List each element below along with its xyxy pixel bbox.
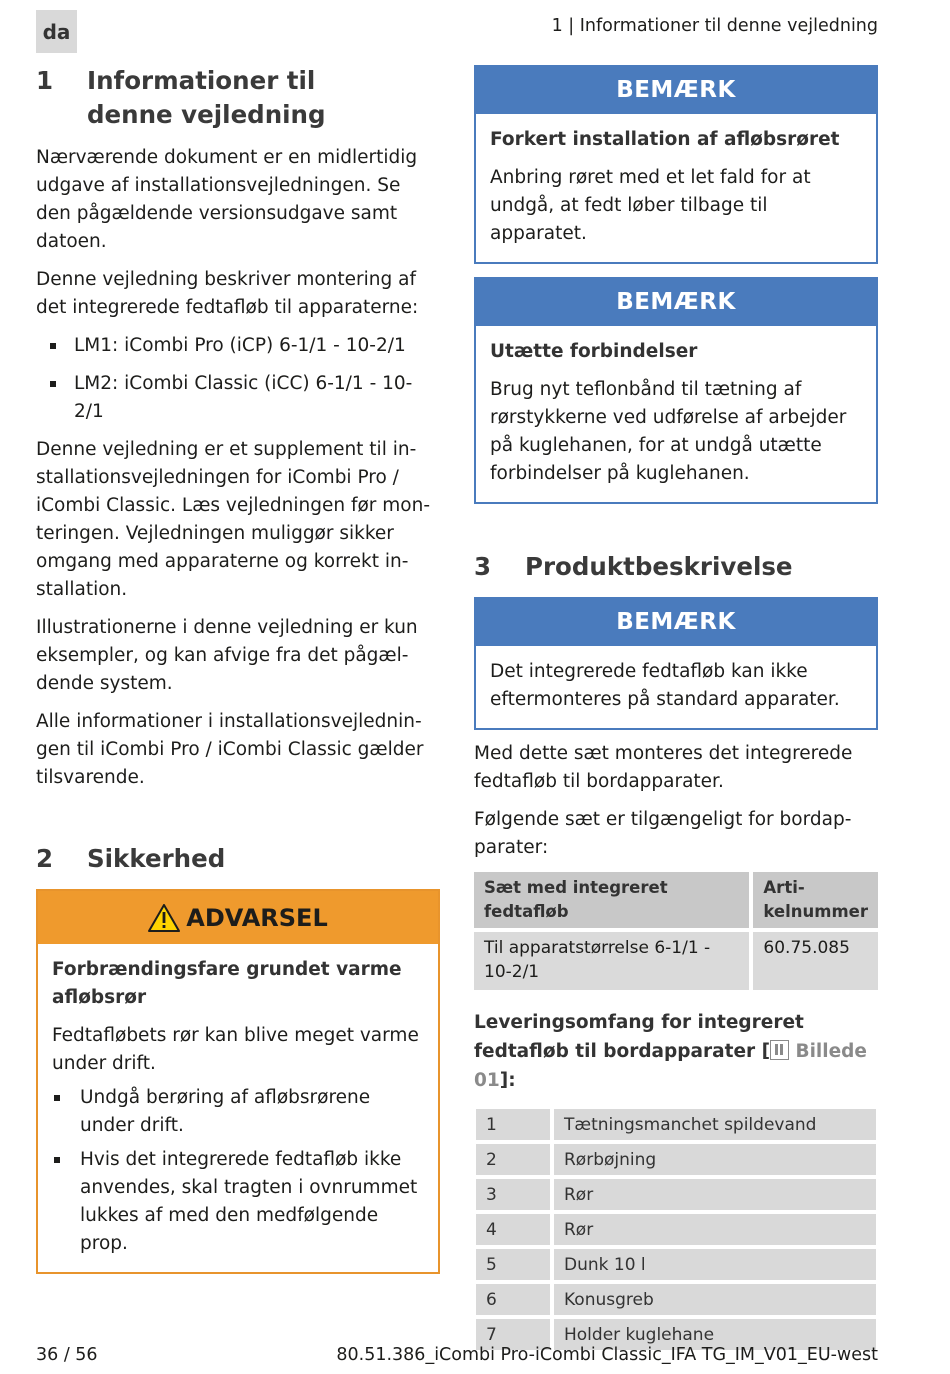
paragraph: Illustrationerne i denne vejledning er kun eksempler, og kan afvige fra det pågældende system. <box>36 617 418 694</box>
language-tag: da <box>36 10 77 53</box>
warning-text: Fedtafløbets rør kan blive meget varme under drift. <box>52 1025 419 1074</box>
paragraph: Denne vejledning beskriver montering af det integrerede fedtafløb til apparaterne: <box>36 269 419 318</box>
section-3-heading <box>474 550 878 584</box>
section-number: 2 <box>36 844 54 873</box>
table-header-cell: Sæt med integreret fedtafløb <box>474 872 749 928</box>
table-row <box>476 1214 876 1245</box>
warning-triangle-icon <box>148 904 180 932</box>
part-name: Tætningsmanchet spildevand <box>554 1109 876 1140</box>
notice-title: Forkert installation af afløbsrøret <box>490 129 840 150</box>
notice-content <box>476 646 876 728</box>
list-item: LM2: iCombi Classic (iCC) 6-1/1 - 10-2/1 <box>36 370 440 426</box>
scope-heading <box>474 1008 878 1095</box>
notice-content <box>476 326 876 502</box>
page-number: 36 / 56 <box>36 1345 98 1365</box>
parts-table <box>472 1105 880 1354</box>
part-name: Holder kuglehane <box>554 1319 876 1350</box>
figure-link[interactable]: Billede 01 <box>474 1041 867 1091</box>
part-name: Rørbøjning <box>554 1144 876 1175</box>
notice-box <box>474 65 878 264</box>
notice-header: BEMÆRK <box>476 279 876 326</box>
list-item: Undgå berøring af afløbsrørene under drift. <box>52 1084 424 1140</box>
table-row <box>476 1144 876 1175</box>
scope-title-end: ]: <box>499 1070 516 1091</box>
notice-box <box>474 597 878 730</box>
list-item: Hvis det integrerede fedtafløb ikke anvendes, skal tragten i ovnrummet lukkes af med den medfølgende prop. <box>52 1146 424 1258</box>
notice-text: Anbring røret med et let fald for at undgå, at fedt løber tilbage til apparatet. <box>490 167 811 244</box>
notice-box <box>474 277 878 504</box>
paragraph: Med dette sæt monteres det integrerede fedtafløb til bordapparater. <box>474 743 853 792</box>
part-name: Rør <box>554 1214 876 1245</box>
scope-title-text: Leveringsomfang for integreret fedtafløb til bordapparater [ <box>474 1012 804 1062</box>
list-item: LM1: iCombi Pro (iCP) 6-1/1 - 10-2/1 <box>36 332 440 360</box>
part-number: 5 <box>476 1249 550 1280</box>
part-number: 3 <box>476 1179 550 1210</box>
warning-box <box>36 889 440 1274</box>
notice-text: Brug nyt teflonbånd til tætning af rørstykkerne ved udførelse af arbejder på kuglehanen, for at undgå utætte forbindelser på kuglehanen. <box>490 379 847 484</box>
table-row <box>476 1179 876 1210</box>
table-cell: 60.75.085 <box>753 932 878 990</box>
section-title: Informationer til denne vejledning <box>87 66 326 129</box>
notice-title: Utætte forbindelser <box>490 341 698 362</box>
table-row <box>476 1284 876 1315</box>
warning-label: ADVARSEL <box>186 903 328 932</box>
warning-list <box>52 1084 424 1258</box>
notice-text: Det integrerede fedtafløb kan ikke eftermonteres på standard apparater. <box>490 661 840 710</box>
part-number: 1 <box>476 1109 550 1140</box>
part-name: Rør <box>554 1179 876 1210</box>
paragraph: Denne vejledning er et supplement til installationsvejledningen for iCombi Pro / iCombi Classic. Læs vejledningen før monteringen. Vejledningen muliggør sikker omgang med apparaterne og korrekt installation. <box>36 439 431 600</box>
table-cell: Til apparatstørrelse 6-1/1 - 10-2/1 <box>474 932 749 990</box>
section-2-heading <box>36 842 440 876</box>
left-column <box>36 64 440 1274</box>
warning-header <box>38 891 438 944</box>
warning-content <box>38 944 438 1272</box>
part-number: 6 <box>476 1284 550 1315</box>
part-number: 4 <box>476 1214 550 1245</box>
part-name: Dunk 10 l <box>554 1249 876 1280</box>
right-column <box>474 65 878 1354</box>
running-head: 1 | Informationer til denne vejledning <box>551 16 878 36</box>
kit-table <box>470 868 882 994</box>
image-reference-icon <box>770 1040 789 1060</box>
paragraph: Nærværende dokument er en midlertidig udgave af installationsvejledningen. Se den pågældende versionsudgave samt datoen. <box>36 147 418 252</box>
table-row <box>476 1109 876 1140</box>
notice-header: BEMÆRK <box>476 67 876 114</box>
table-row <box>476 1249 876 1280</box>
paragraph: Følgende sæt er tilgængeligt for bordapparater: <box>474 809 852 858</box>
table-header-row <box>474 872 878 928</box>
section-title: Produktbeskrivelse <box>525 552 793 581</box>
section-title: Sikkerhed <box>87 844 226 873</box>
table-row <box>474 932 878 990</box>
section-number: 3 <box>474 552 492 581</box>
document-id: 80.51.386_iCombi Pro-iCombi Classic_IFA TG_IM_V01_EU-west <box>336 1345 878 1365</box>
device-list <box>36 332 440 426</box>
warning-title: Forbrændingsfare grundet varme afløbsrør <box>52 959 402 1008</box>
section-number: 1 <box>36 66 54 95</box>
notice-header: BEMÆRK <box>476 599 876 646</box>
part-number: 2 <box>476 1144 550 1175</box>
table-header-cell: Artikelnummer <box>753 872 878 928</box>
part-number: 7 <box>476 1319 550 1350</box>
part-name: Konusgreb <box>554 1284 876 1315</box>
notice-content <box>476 114 876 262</box>
section-1-heading <box>36 64 440 132</box>
paragraph: Alle informationer i installationsvejledningen til iCombi Pro / iCombi Classic gælder tilsvarende. <box>36 711 424 788</box>
